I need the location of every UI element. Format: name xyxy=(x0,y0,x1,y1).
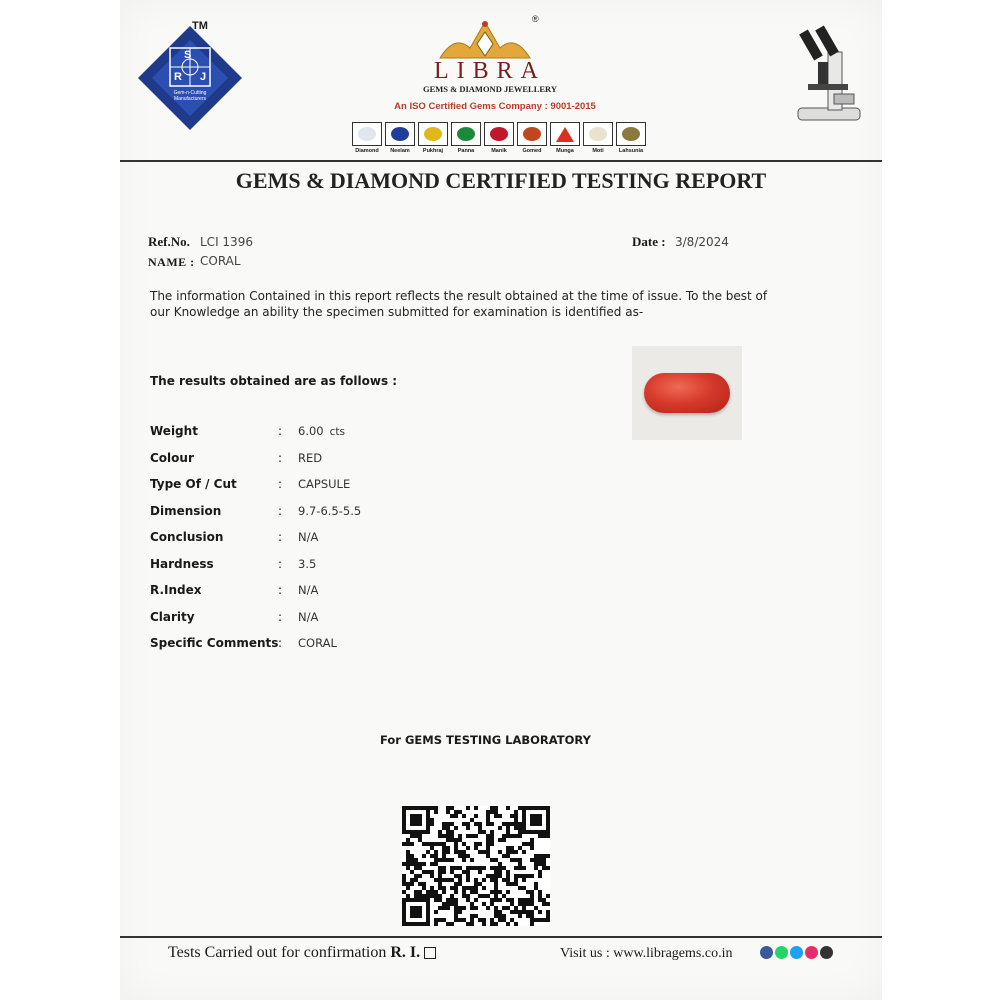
result-row xyxy=(150,583,550,603)
result-value xyxy=(298,451,322,465)
ref-no-label: Ref.No. xyxy=(148,234,190,249)
gem-label: Panna xyxy=(457,148,475,154)
result-row xyxy=(150,636,550,656)
gem-label: Neelam xyxy=(390,148,410,154)
certificate-sheet xyxy=(120,0,882,1000)
result-colon: : xyxy=(278,609,283,624)
name-label: NAME : xyxy=(148,255,195,269)
result-value xyxy=(298,583,318,597)
gem-label: Diamond xyxy=(355,148,379,154)
gem-label: Lahsunia xyxy=(618,148,644,154)
pukhraj-icon xyxy=(418,122,448,146)
result-value-text: 9.7-6.5-5.5 xyxy=(298,503,362,518)
gem-label: Pukhraj xyxy=(422,148,444,154)
result-value xyxy=(298,610,318,624)
result-colon: : xyxy=(278,636,283,650)
srj-caption: Gem-n-Cutting Manufacturers xyxy=(173,90,207,102)
result-value xyxy=(298,504,361,518)
gem-photo xyxy=(632,346,742,440)
neelam-icon xyxy=(385,122,415,146)
result-label: Clarity xyxy=(150,609,195,624)
result-row xyxy=(150,424,550,444)
footer-website[interactable]: Visit us : www.libragems.co.in xyxy=(560,946,733,961)
panna-icon xyxy=(451,122,481,146)
gem-gomed xyxy=(517,122,547,154)
result-value-text: 6.00 xyxy=(298,424,324,438)
libra-crown-logo xyxy=(430,14,540,64)
instagram-icon[interactable] xyxy=(805,946,818,959)
result-value-text: 3.5 xyxy=(298,556,317,571)
facebook-icon[interactable] xyxy=(760,946,773,959)
gem-label: Gomed xyxy=(522,148,542,154)
brand-subtitle: GEMS & DIAMOND JEWELLERY xyxy=(422,84,558,94)
lahsunia-icon xyxy=(616,122,646,146)
result-value-text: CAPSULE xyxy=(298,477,351,491)
footer-tests-text: Tests Carried out for confirmation xyxy=(168,944,387,961)
gem-munga xyxy=(550,122,580,154)
result-colon: : xyxy=(278,424,283,438)
ri-checkbox[interactable] xyxy=(424,947,436,959)
result-value-text: N/A xyxy=(298,530,319,544)
result-value-text: CORAL xyxy=(298,636,337,650)
moti-icon xyxy=(583,122,613,146)
srj-logo xyxy=(130,18,250,138)
registered-mark: ® xyxy=(532,14,539,24)
result-label: Dimension xyxy=(150,503,222,518)
result-colon: : xyxy=(278,530,283,544)
gem-label: Munga xyxy=(556,148,574,154)
whatsapp-icon[interactable] xyxy=(775,946,788,959)
result-value-text: N/A xyxy=(298,609,319,624)
qr-code[interactable] xyxy=(402,806,550,926)
footer-tests xyxy=(168,944,436,962)
microscope-icon xyxy=(788,22,868,126)
manik-icon xyxy=(484,122,514,146)
header-divider xyxy=(120,160,882,162)
result-colon: : xyxy=(278,556,283,571)
date-label: Date : xyxy=(632,234,666,249)
gem-manik xyxy=(484,122,514,154)
result-unit: cts xyxy=(329,426,345,438)
result-row xyxy=(150,557,550,577)
gem-label: Manik xyxy=(491,148,507,154)
result-value xyxy=(298,636,337,650)
coral-capsule-image xyxy=(644,373,730,413)
footer-ri: R. I. xyxy=(390,944,421,961)
result-colon: : xyxy=(278,450,283,465)
srj-letter-r: R xyxy=(174,71,182,83)
result-label: Conclusion xyxy=(150,530,224,544)
result-colon: : xyxy=(278,583,283,597)
result-colon: : xyxy=(278,477,283,491)
srj-letter-s: S xyxy=(184,49,192,61)
brand-name: LIBRA xyxy=(434,58,546,84)
intro-paragraph: The information Contained in this report reflects the result obtained at the time of issue. To the best of our Knowledge an ability the specimen submitted for examination is identified as- xyxy=(150,289,768,319)
report-title: GEMS & DIAMOND CERTIFIED TESTING REPORT xyxy=(235,168,767,193)
name-value: CORAL xyxy=(200,254,241,268)
result-label: R.Index xyxy=(150,583,202,597)
munga-icon xyxy=(550,122,580,146)
gem-diamond xyxy=(352,122,382,154)
result-value-text: N/A xyxy=(298,583,319,597)
trademark-mark: TM xyxy=(192,20,208,32)
gem-icons-row xyxy=(352,122,646,154)
footer-divider xyxy=(120,936,882,938)
result-label: Type Of / Cut xyxy=(150,477,237,491)
result-label: Hardness xyxy=(150,556,214,571)
gem-neelam xyxy=(385,122,415,154)
diamond-icon xyxy=(352,122,382,146)
srj-letter-j: J xyxy=(200,71,207,83)
result-value xyxy=(298,477,350,491)
ref-no-value: LCI 1396 xyxy=(200,235,253,249)
result-value xyxy=(298,424,345,438)
gem-pukhraj xyxy=(418,122,448,154)
result-label: Weight xyxy=(150,424,198,438)
twitter-icon[interactable] xyxy=(790,946,803,959)
date-value: 3/8/2024 xyxy=(675,235,729,249)
result-value xyxy=(298,557,316,571)
iso-certification: An ISO Certified Gems Company : 9001-2015 xyxy=(394,101,596,112)
gem-label: Moti xyxy=(592,148,604,154)
result-row xyxy=(150,477,550,497)
result-value-text: RED xyxy=(298,450,323,465)
result-row xyxy=(150,530,550,550)
result-label: Specific Comments xyxy=(150,636,279,650)
result-colon: : xyxy=(278,503,283,518)
youtube-icon[interactable] xyxy=(820,946,833,959)
gem-lahsunia xyxy=(616,122,646,154)
gem-panna xyxy=(451,122,481,154)
result-row xyxy=(150,504,550,524)
results-heading: The results obtained are as follows : xyxy=(150,374,398,388)
gomed-icon xyxy=(517,122,547,146)
result-row xyxy=(150,451,550,471)
gem-moti xyxy=(583,122,613,154)
social-icons xyxy=(760,946,833,959)
result-row xyxy=(150,610,550,630)
lab-signature-label: For GEMS TESTING LABORATORY xyxy=(380,733,591,747)
result-value xyxy=(298,530,318,544)
result-label: Colour xyxy=(150,450,194,465)
